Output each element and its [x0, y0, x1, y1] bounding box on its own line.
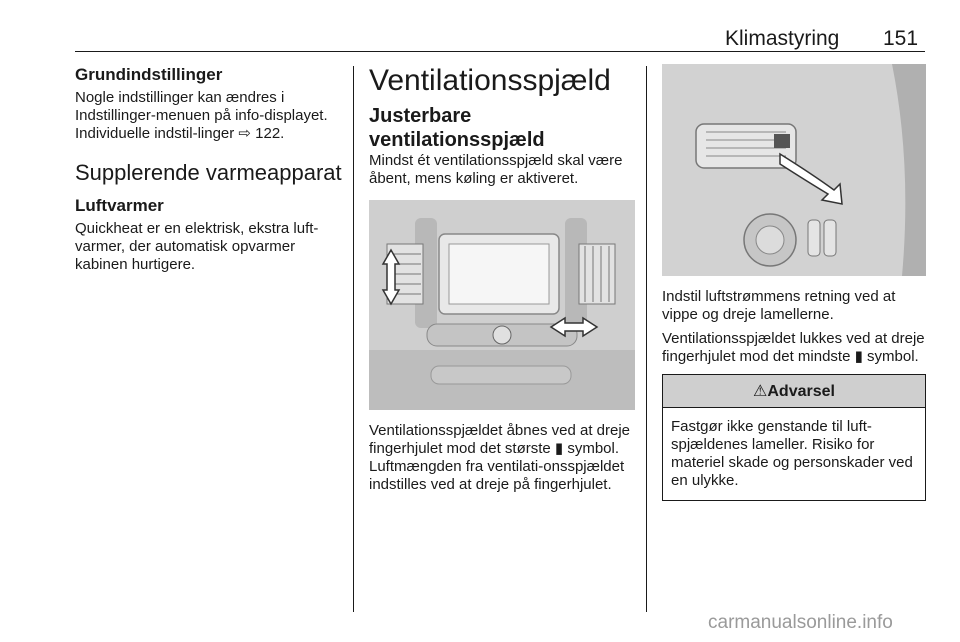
page-number: 151 [883, 27, 919, 50]
heading-basic-settings: Grundindstillinger [75, 65, 223, 84]
dashboard-vents-drawing [369, 200, 635, 410]
column-divider-1 [353, 66, 354, 612]
chapter-title: Klimastyring [725, 27, 840, 50]
warning-box [662, 374, 926, 501]
vent-opening-text: Ventilationsspjældet åbnes ved at dreje fingerhjulet mod det største ▮ symbol. Luftmængden fra ventilati-onsspjældet indstilles ved at dreje på fingerhjulet. [369, 422, 631, 493]
adjust-direction-text: Indstil luftstrømmens retning ved at vippe og dreje lamellerne. [662, 288, 896, 323]
heading-air-vents: Ventilationsspjæld [369, 64, 611, 97]
basic-settings-text: Nogle indstillinger kan ændres i Indstillinger-menuen på info-displayet. Individuelle indstil-linger ⇨ 122. [75, 89, 328, 142]
warning-title: ⚠Advarsel [663, 375, 925, 408]
column-2 [369, 64, 635, 494]
heading-adjustable-vents: Justerbare ventilationsspjæld [369, 105, 545, 151]
air-heater-text: Quickheat er en elektrisk, ekstra luft-varmer, der automatisk opvarmer kabinen hurtigere. [75, 220, 319, 273]
side-vent-drawing [662, 64, 926, 276]
vents-intro-text: Mindst ét ventilationsspjæld skal være åbent, mens køling er aktiveret. [369, 152, 623, 187]
header-rule [75, 51, 925, 52]
heading-air-heater: Luftvarmer [75, 196, 164, 215]
vent-closing-text: Ventilationsspjældet lukkes ved at dreje fingerhjulet mod det mindste ▮ symbol. [662, 330, 925, 365]
side-vent-illustration [662, 64, 926, 276]
watermark: carmanualsonline.info [708, 612, 893, 633]
column-divider-2 [646, 66, 647, 612]
warning-text: Fastgør ikke genstande til luft-spjældenes lameller. Risiko for materiel skade og personskader ved en ulykke. [671, 418, 913, 489]
column-3 [662, 64, 926, 501]
dashboard-vents-illustration [369, 200, 635, 410]
column-1 [75, 64, 345, 274]
heading-auxiliary-heater: Supplerende varmeapparat [75, 160, 342, 185]
